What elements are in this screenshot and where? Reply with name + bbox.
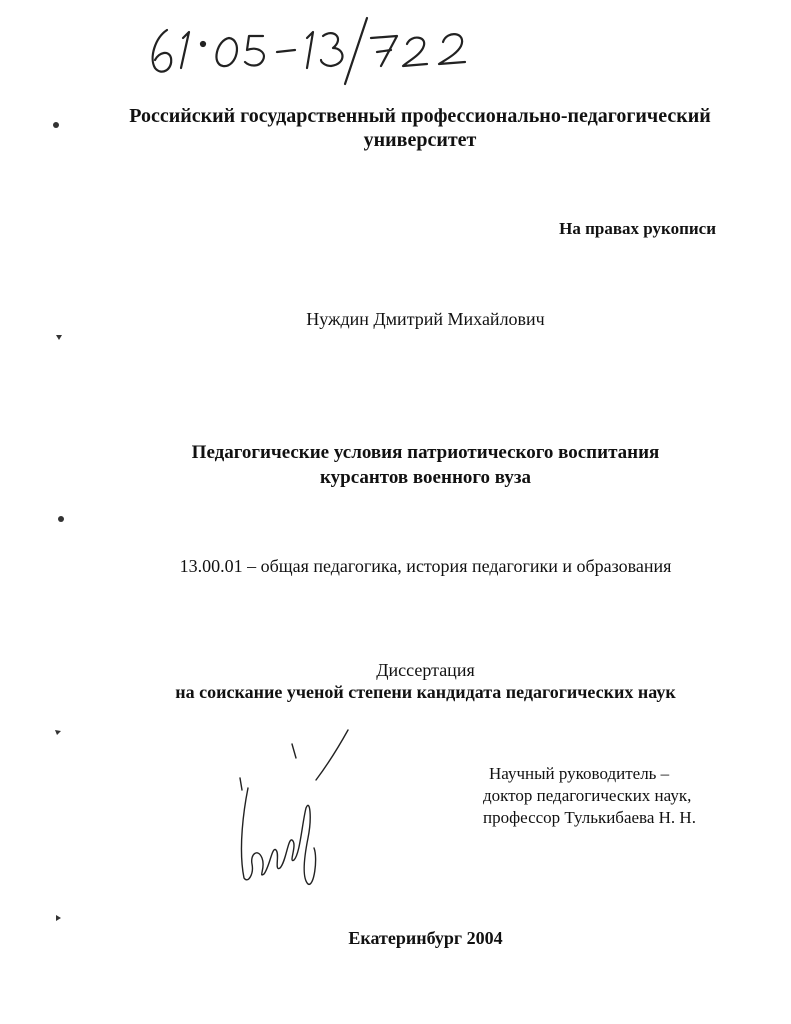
- manuscript-rights-label: На правах рукописи: [559, 219, 716, 238]
- degree-purpose: на соискание ученой степени кандидата педагогических наук: [175, 682, 676, 702]
- punch-mark-icon: [54, 914, 62, 922]
- punch-mark-icon: [57, 515, 65, 523]
- university-name-line2: университет: [363, 129, 477, 151]
- author-name: Нуждин Дмитрий Михайлович: [306, 309, 545, 329]
- topic-line2: курсантов военного вуза: [319, 467, 532, 488]
- supervisor-degree: доктор педагогических наук,: [483, 786, 692, 805]
- dissertation-label: Диссертация: [376, 660, 475, 680]
- supervisor-name: профессор Тулькибаева Н. Н.: [483, 808, 696, 827]
- punch-mark-icon: [55, 333, 63, 341]
- topic-line1: Педагогические условия патриотического воспитания: [191, 442, 660, 463]
- specialty-code: 13.00.01 – общая педагогика, история педагогики и образования: [179, 556, 672, 576]
- dissertation-topic: [30, 440, 791, 490]
- city-year: Екатеринбург 2004: [348, 928, 503, 948]
- supervisor-role: Научный руководитель –: [489, 764, 670, 783]
- signature: [228, 728, 358, 888]
- university-name: [40, 104, 791, 152]
- punch-mark-icon: [54, 728, 62, 736]
- handwritten-archive-number: [145, 8, 505, 88]
- university-name-line1: Российский государственный профессионально-педагогический: [129, 105, 711, 127]
- supervisor-block: [483, 763, 696, 829]
- punch-mark-icon: [52, 121, 60, 129]
